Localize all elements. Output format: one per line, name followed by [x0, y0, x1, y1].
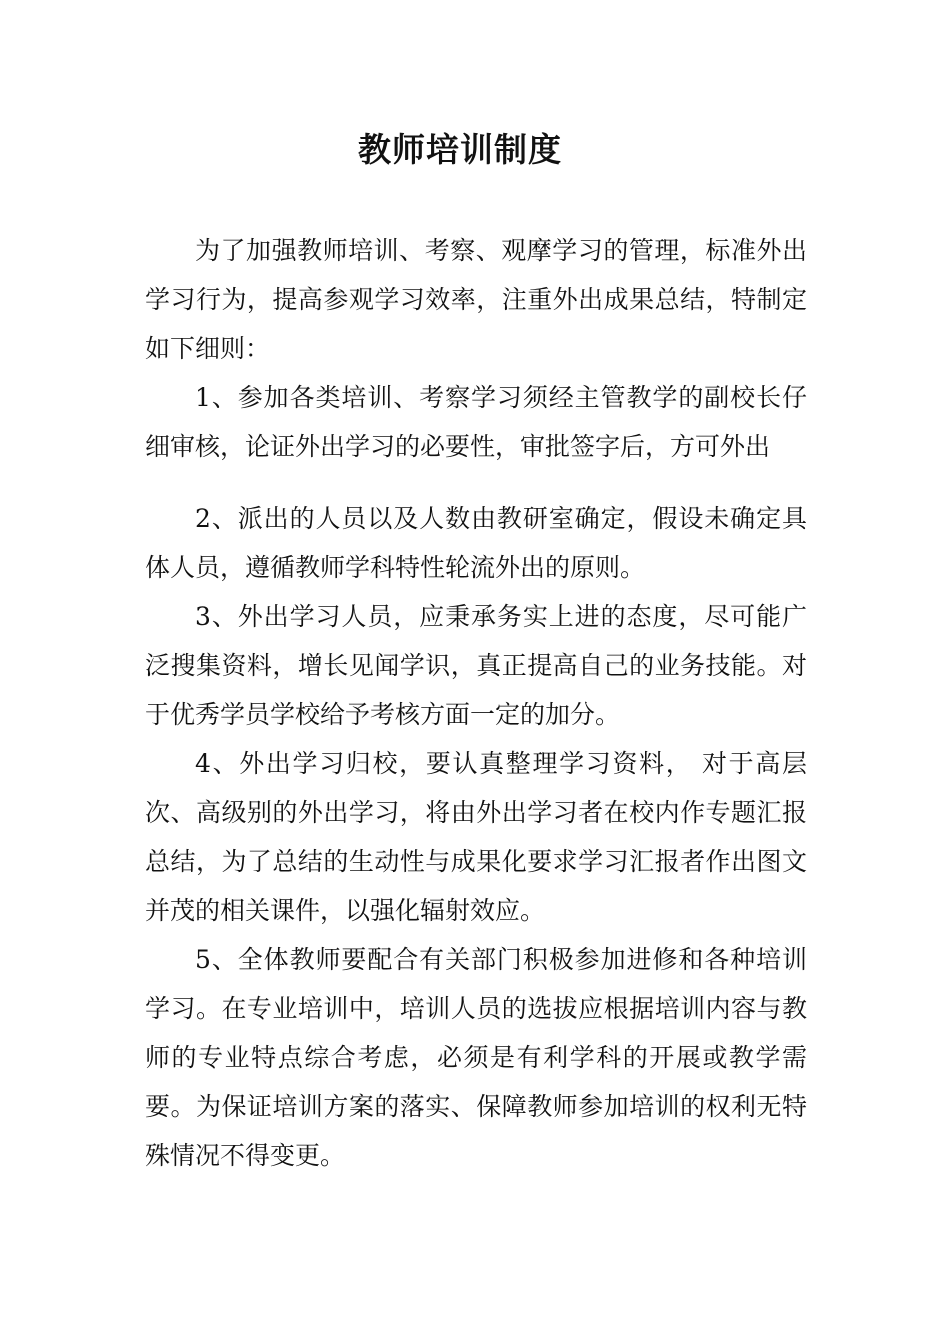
rule-2-paragraph: 2、派出的人员以及人数由教研室确定，假设未确定具体人员，遵循教师学科特性轮流外出的原则。	[145, 504, 807, 582]
rule-3-paragraph: 3、外出学习人员，应秉承务实上进的态度，尽可能广泛搜集资料，增长见闻学识，真正提高自己的业务技能。对于优秀学员学校给予考核方面一定的加分。	[145, 602, 807, 729]
document-body	[145, 226, 807, 1180]
rule-1-paragraph: 1、参加各类培训、考察学习须经主管教学的副校长仔细审核，论证外出学习的必要性，审批签字后，方可外出	[145, 383, 807, 461]
document-title: 教师培训制度	[358, 130, 562, 169]
intro-paragraph: 为了加强教师培训、考察、观摩学习的管理，标准外出学习行为，提高参观学习效率，注重外出成果总结，特制定如下细则：	[145, 236, 807, 363]
rule-5-paragraph: 5、全体教师要配合有关部门积极参加进修和各种培训学习。在专业培训中，培训人员的选拔应根据培训内容与教师的专业特点综合考虑，必须是有利学科的开展或教学需要。为保证培训方案的落实、保障教师参加培训的权利无特殊情况不得变更。	[145, 945, 807, 1170]
rule-4-paragraph: 4、外出学习归校，要认真整理学习资料， 对于高层次、高级别的外出学习，将由外出学习者在校内作专题汇报总结，为了总结的生动性与成果化要求学习汇报者作出图文并茂的相关课件，以强化辐射效应。	[145, 749, 807, 925]
